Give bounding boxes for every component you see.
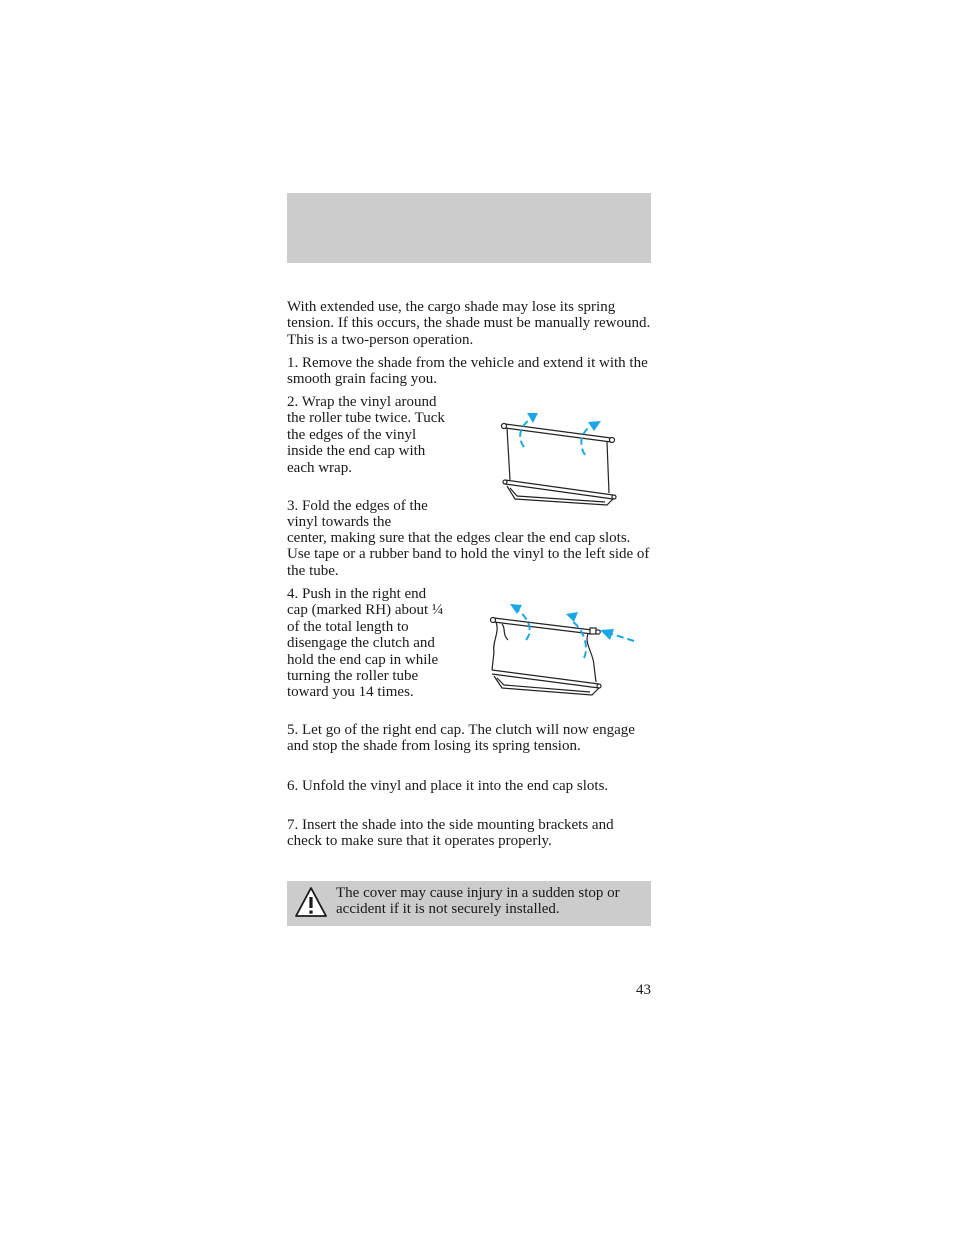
step-2: 2. Wrap the vinyl around the roller tube twice. Tuck the edges of the vinyl inside the end cap with each wrap. [287, 394, 445, 476]
step-4: 4. Push in the right end cap (marked RH) about ¼ of the total length to disengage the clutch and hold the end cap in while turning the roller tube toward you 14 times. [287, 586, 444, 701]
step-5: 5. Let go of the right end cap. The clutch will now engage and stop the shade from losing its spring tension. [287, 722, 635, 755]
warning-box [287, 881, 651, 926]
step-1: 1. Remove the shade from the vehicle and extend it with the smooth grain facing you. [287, 355, 648, 388]
arrow-turn-right-icon [566, 612, 578, 622]
warning-text: The cover may cause injury in a sudden stop or accident if it is not securely installed. [336, 885, 620, 918]
page-number: 43 [636, 982, 651, 998]
warning-triangle-icon [295, 886, 327, 918]
arrow-turn-left-icon [510, 604, 522, 614]
step-3-start: 3. Fold the edges of the vinyl towards the [287, 498, 428, 531]
arrow-up-left-icon [527, 413, 538, 423]
step-3-rest: center, making sure that the edges clear the end cap slots. Use tape or a rubber band to hold the vinyl to the left side of the tube. [287, 530, 650, 579]
section-header-band [287, 193, 651, 263]
arrow-up-right-icon [588, 421, 601, 431]
step-7: 7. Insert the shade into the side mounting brackets and check to make sure that it operates properly. [287, 817, 614, 850]
intro-paragraph: With extended use, the cargo shade may lose its spring tension. If this occurs, the shade must be manually rewound. This is a two-person operation. [287, 299, 651, 348]
illustration-wrap-vinyl [495, 405, 625, 510]
step-6: 6. Unfold the vinyl and place it into the end cap slots. [287, 778, 609, 794]
illustration-push-end-cap [484, 600, 639, 700]
arrow-push-icon [600, 629, 614, 640]
